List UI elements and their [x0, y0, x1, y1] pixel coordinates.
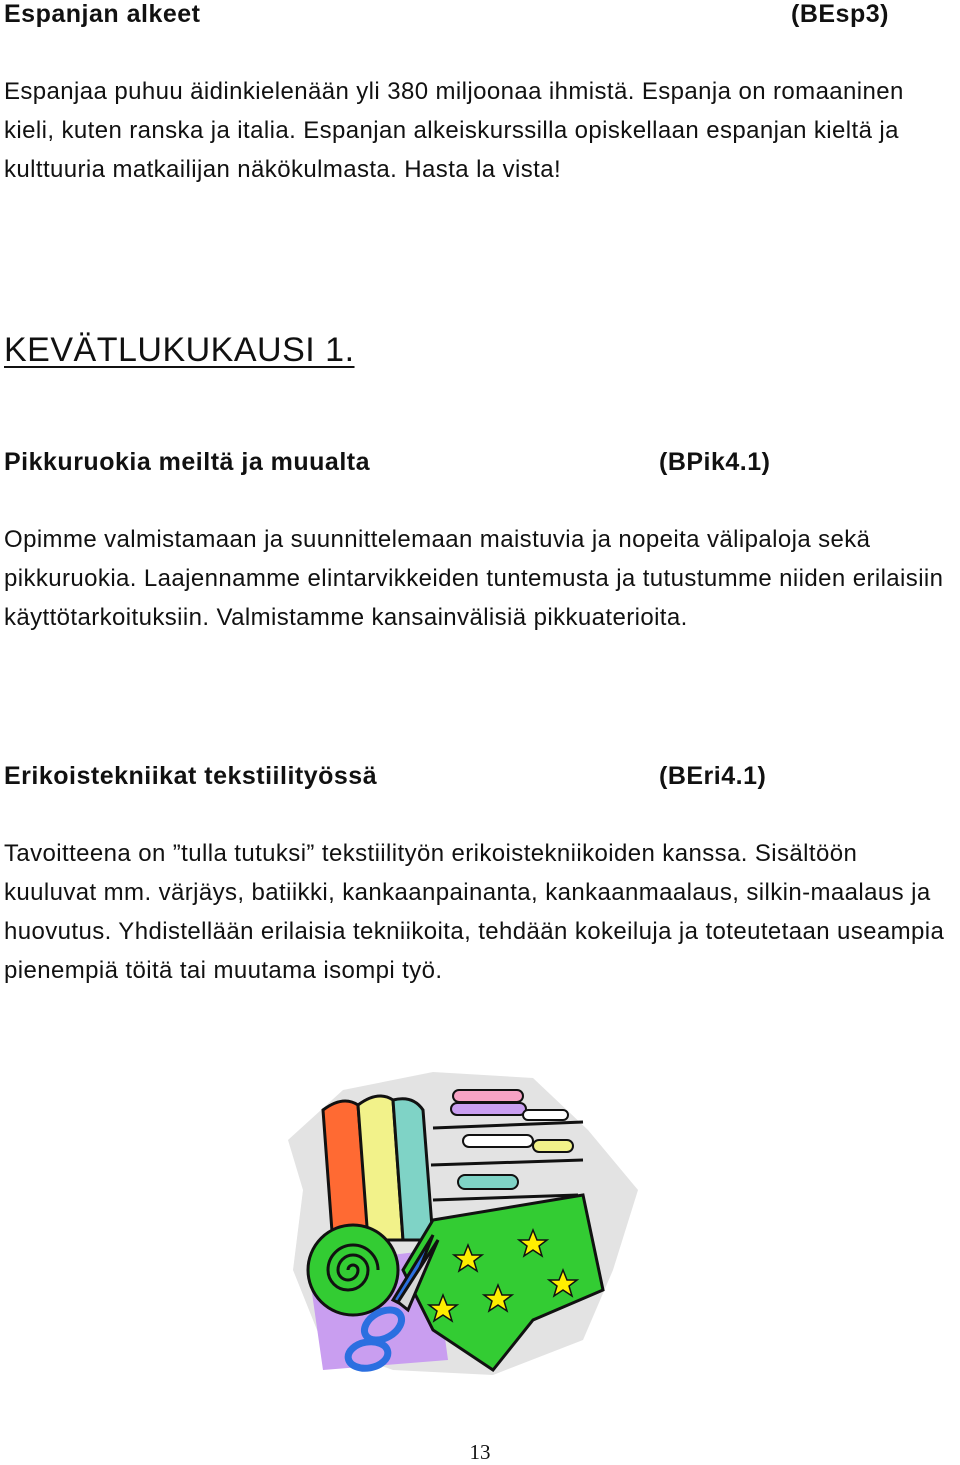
course-heading-erikoistekniikat — [4, 762, 884, 791]
course-description-espanja: Espanjaa puhuu äidinkielenään yli 380 miljoonaa ihmistä. Espanja on romaaninen kieli, kuten ranska ja italia. Espanjan alkeiskurssilla opiskellaan espanjan kieltä ja kulttuuria matkailijan näkökulmasta. Hasta la vista! — [4, 78, 904, 183]
course-heading-espanja — [4, 0, 889, 29]
course-title: Pikkuruokia meiltä ja muualta — [4, 448, 371, 476]
course-code: (BPik4.1) — [659, 448, 771, 476]
course-heading-pikkuruokia — [4, 448, 884, 477]
course-description-pikkuruokia: Opimme valmistamaan ja suunnittelemaan maistuvia ja nopeita välipaloja sekä pikkuruokia. Laajennamme elintarvikkeiden tuntemusta ja tutustumme niiden erilaisiin käyttötarkoituksiin. Valmistamme kansainvälisiä pikkuaterioita. — [4, 526, 944, 631]
term-heading: KEVÄTLUKUKAUSI 1. — [4, 331, 355, 369]
course-title: Erikoistekniikat tekstiilityössä — [4, 762, 378, 790]
course-description-erikoistekniikat: Tavoitteena on ”tulla tutuksi” tekstiilityön erikoistekniikoiden kanssa. Sisältöön kuuluvat mm. värjäys, batiikki, kankaanpainanta, kankaanmaalaus, silkin-maalaus ja huovutus. Yhdistellään erilaisia tekniikoita, tehdään kokeiluja ja toteutetaan useampia pienempiä töitä tai muutama isompi työ. — [4, 840, 945, 984]
page-number: 13 — [469, 1440, 491, 1464]
course-title: Espanjan alkeet — [4, 0, 201, 28]
textile-clipart-icon — [283, 1070, 643, 1380]
course-code: (BEri4.1) — [659, 762, 767, 790]
course-code: (BEsp3) — [791, 0, 889, 28]
